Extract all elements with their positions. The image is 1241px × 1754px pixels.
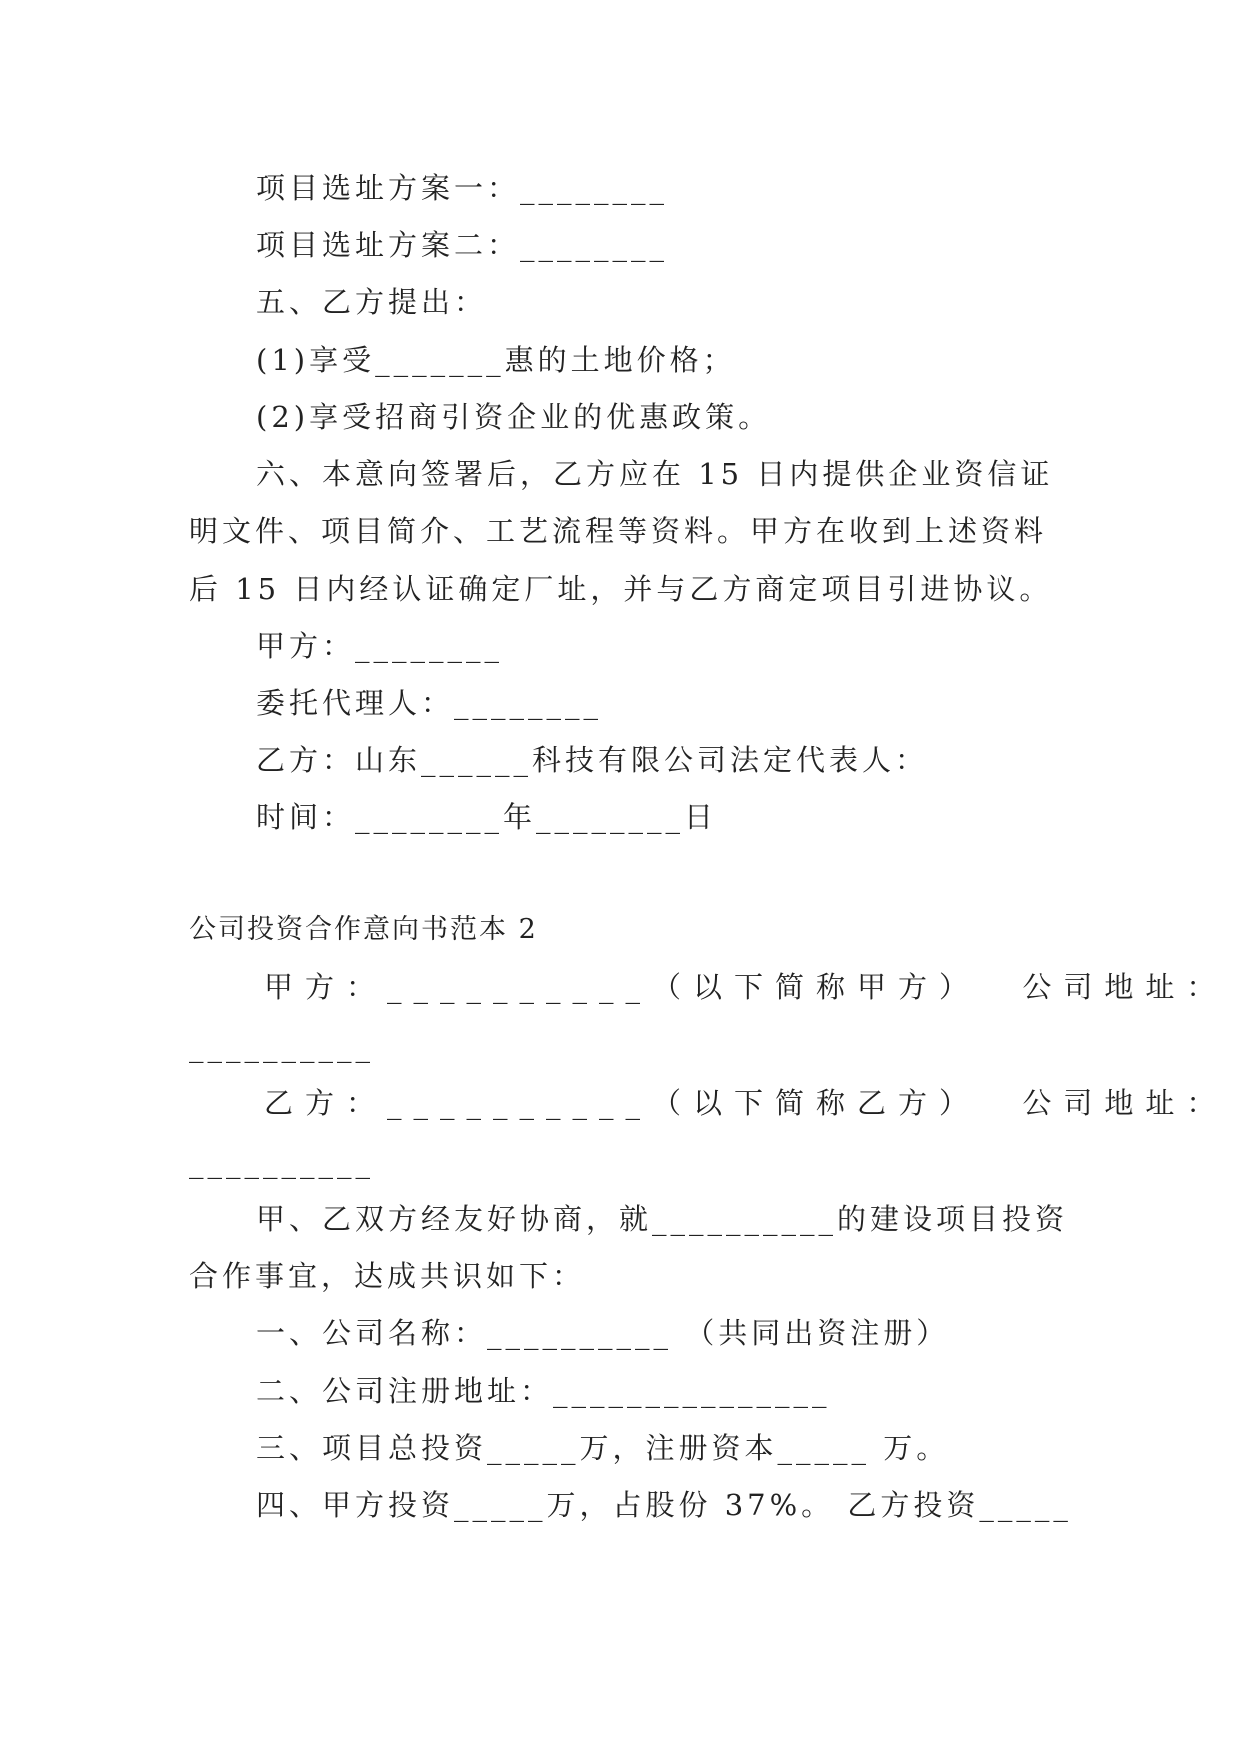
date-line: 时间：________年________日 (256, 800, 718, 834)
site-plan-one: 项目选址方案一：________ (256, 171, 669, 205)
party-b-address-blank: __________ (189, 1145, 374, 1179)
clause-six-line-2: 明文件、项目简介、工艺流程等资料。甲方在收到上述资料 (189, 514, 1048, 548)
party-b-signature: 乙方：山东______科技有限公司法定代表人： (256, 743, 929, 777)
party-a-signature: 甲方：________ (256, 629, 504, 663)
party-investment-clause: 四、甲方投资_____万，占股份 37%。 乙方投资_____ (256, 1488, 1072, 1522)
clause-six-line-3: 后 15 日内经认证确定厂址，并与乙方商定项目引进协议。 (189, 572, 1053, 606)
clause-five-item-2: (2)享受招商引资企业的优惠政策。 (256, 400, 772, 434)
preamble-line-2: 合作事宜，达成共识如下： (189, 1259, 586, 1293)
clause-five-item-1: (1)享受_______惠的土地价格； (256, 343, 736, 377)
party-b-info: 乙方：__________（以下简称乙方） 公司地址： (264, 1086, 1228, 1120)
total-investment-clause: 三、项目总投资_____万，注册资本_____ 万。 (256, 1431, 950, 1465)
party-a-address-blank: __________ (189, 1029, 374, 1063)
clause-six-line-1: 六、本意向签署后，乙方应在 15 日内提供企业资信证 (256, 457, 1054, 491)
company-name-clause: 一、公司名称：__________ （共同出资注册） (256, 1316, 950, 1350)
preamble-line-1: 甲、乙双方经友好协商，就__________的建设项目投资 (256, 1202, 1069, 1236)
party-a-info: 甲方：__________（以下简称甲方） 公司地址： (264, 970, 1228, 1004)
clause-five-heading: 五、乙方提出： (256, 285, 488, 319)
site-plan-two: 项目选址方案二：________ (256, 228, 669, 262)
company-address-clause: 二、公司注册地址：_______________ (256, 1374, 831, 1408)
section-title: 公司投资合作意向书范本 2 (189, 914, 538, 945)
agent-signature: 委托代理人：________ (256, 686, 603, 720)
